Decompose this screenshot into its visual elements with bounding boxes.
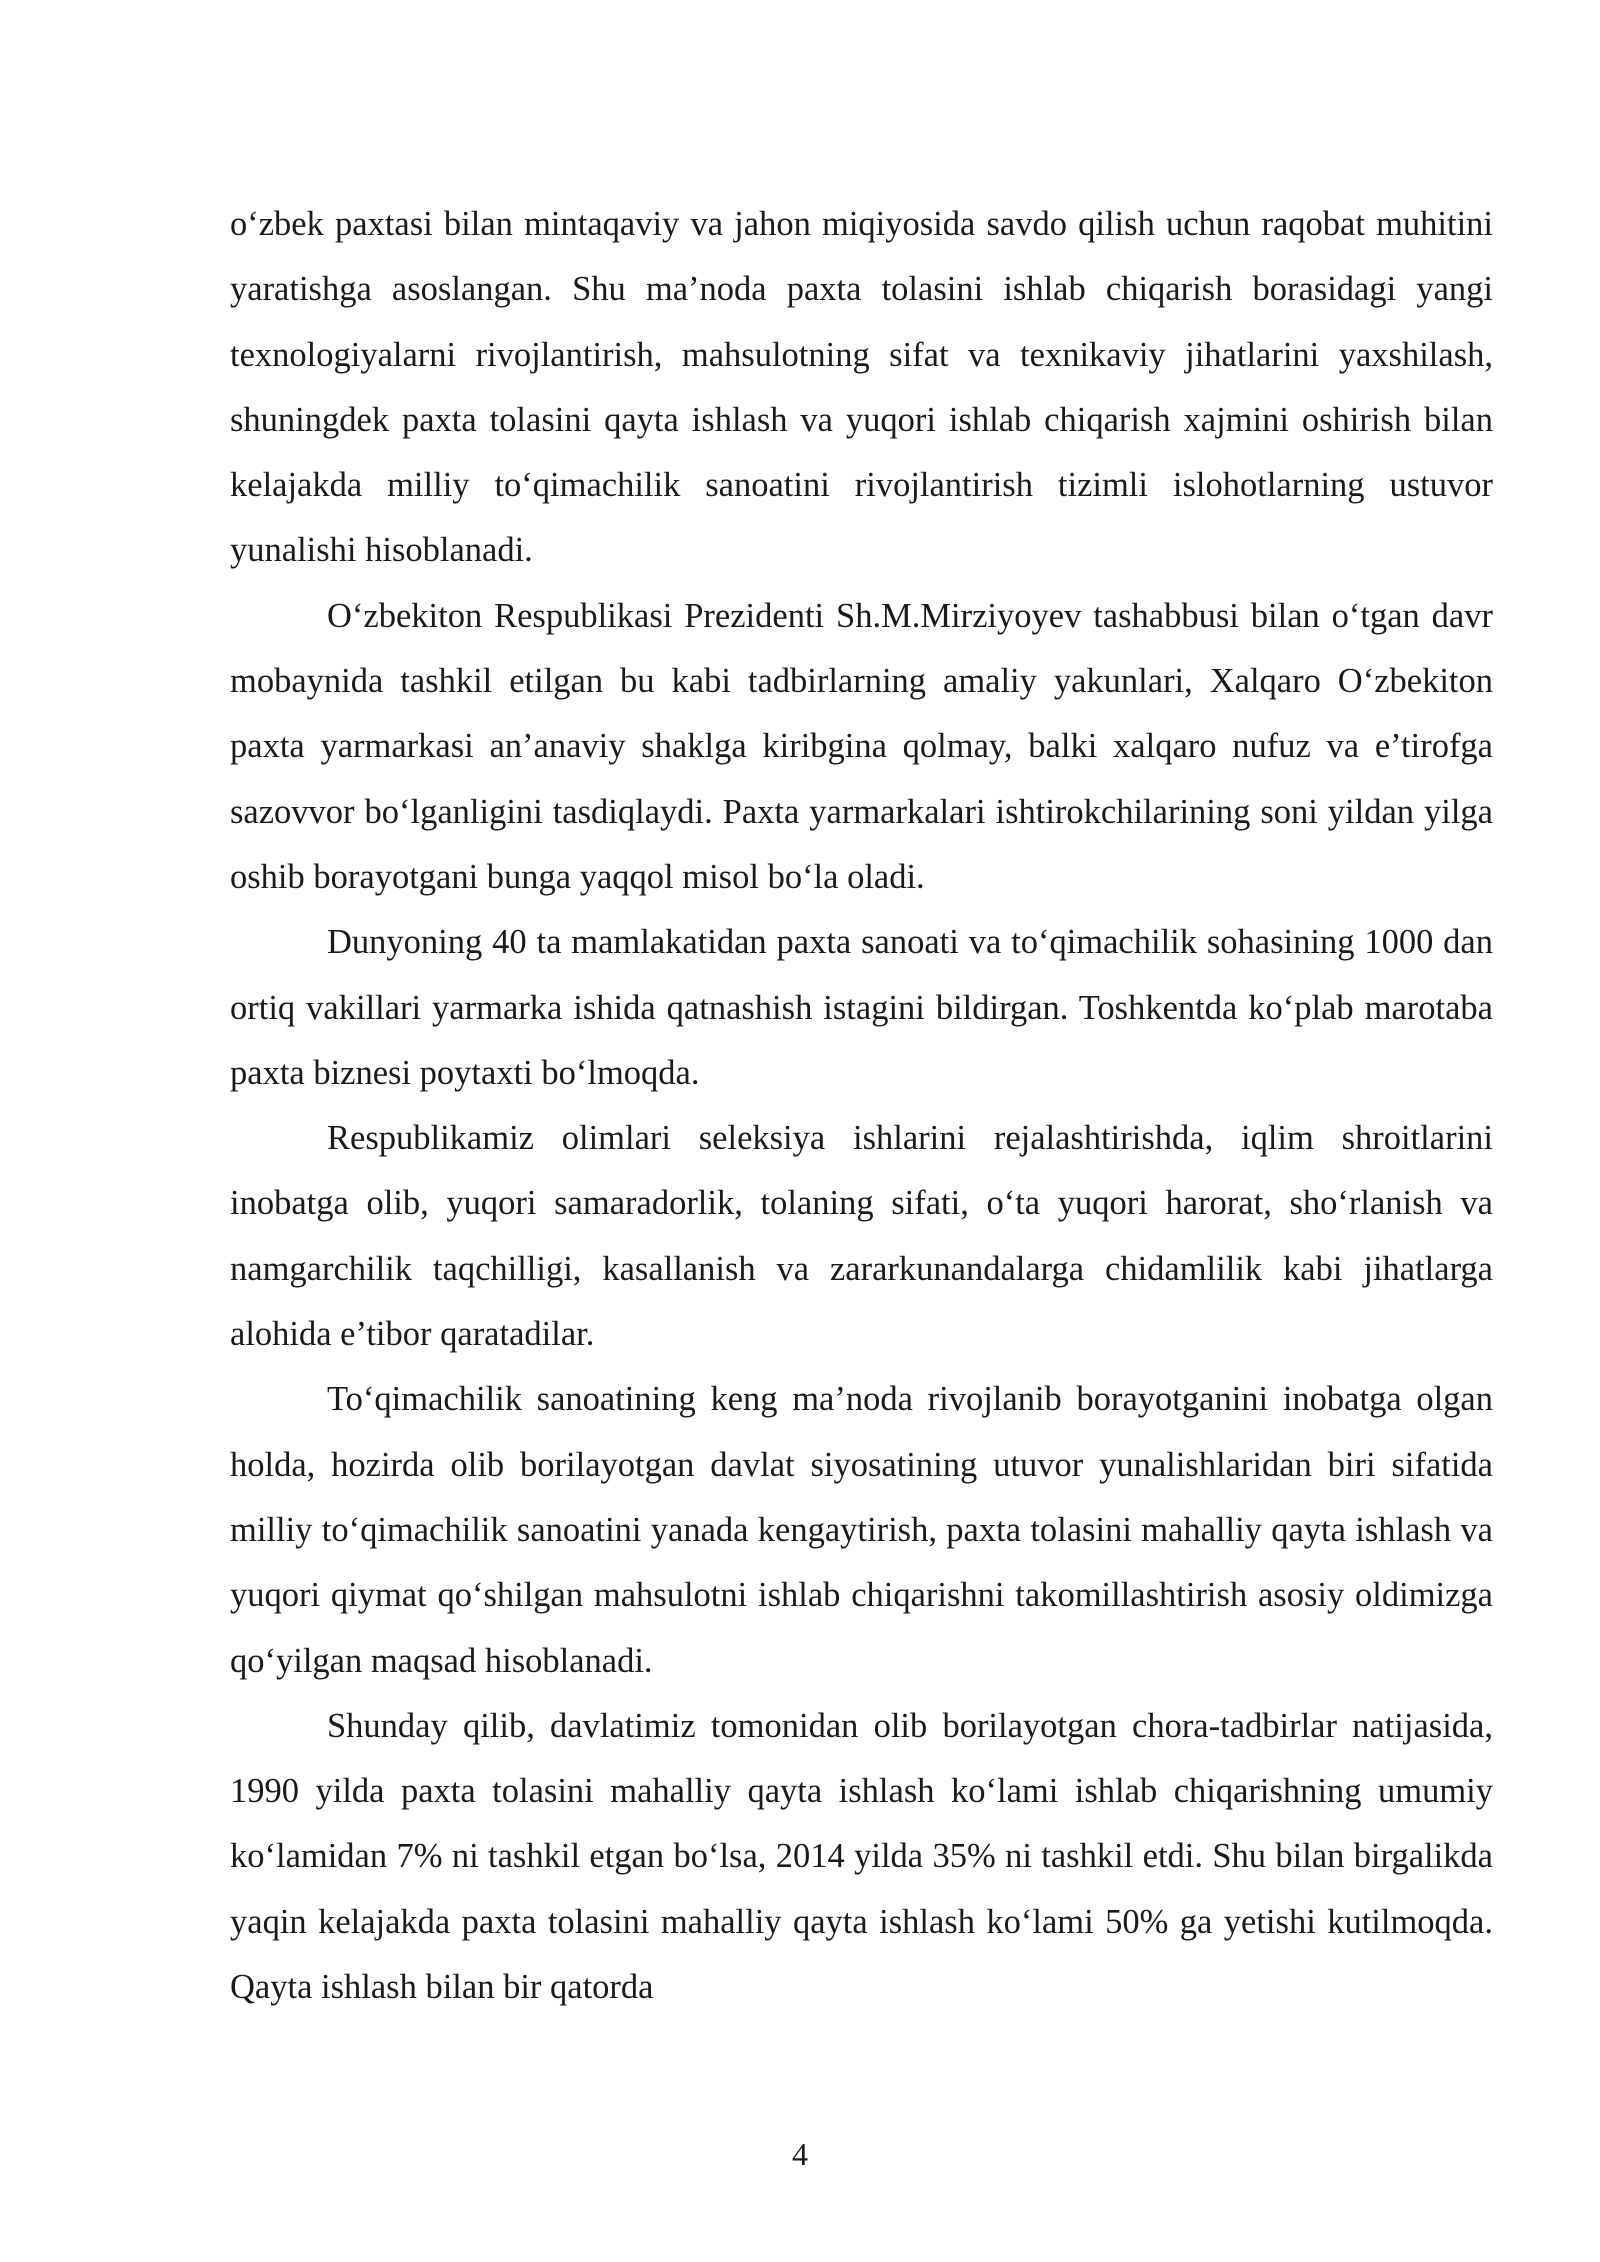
paragraph: Shunday qilib, davlatimiz tomonidan olib borilayotgan chora-tadbirlar natijasida, 1990 yilda paxta tolasini mahalliy qayta ishlash ko‘lami ishlab chiqarishning umumiy ko‘lamidan 7% ni tashkil etgan bo‘lsa, 2014 yilda 35% ni tashkil etdi. Shu bilan birgalikda yaqin kelajakda paxta tolasini mahalliy qayta ishlash ko‘lami 50% ga yetishi kutilmoqda. Qayta ishlash bilan bir qatorda bbox=[230, 1706, 1493, 2007]
paragraph: To‘qimachilik sanoatining keng ma’noda rivojlanib borayotganini inobatga olgan holda, hozirda olib borilayotgan davlat siyosatining utuvor yunalishlaridan biri sifatida milliy to‘qimachilik sanoatini yanada kengaytirish, paxta tolasini mahalliy qayta ishlash va yuqori qiymat qo‘shilgan mahsulotni ishlab chiqarishni takomillashtirish asosiy oldimizga qo‘yilgan maqsad hisoblanadi. bbox=[230, 1380, 1493, 1680]
page-number: 4 bbox=[792, 2136, 808, 2172]
paragraph: O‘zbekiton Respublikasi Prezidenti Sh.M.Mirziyoyev tashabbusi bilan o‘tgan davr mobaynida tashkil etilgan bu kabi tadbirlarning amaliy yakunlari, Xalqaro O‘zbekiton paxta yarmarkasi an’anaviy shaklga kiribgina qolmay, balki xalqaro nufuz va e’tirofga sazovvor bo‘lganligini tasdiqlaydi. Paxta yarmarkalari ishtirokchilarining soni yildan yilga oshib borayotgani bunga yaqqol misol bo‘la oladi. bbox=[230, 596, 1493, 896]
body-text bbox=[230, 192, 1493, 2020]
paragraph: Dunyoning 40 ta mamlakatidan paxta sanoati va to‘qimachilik sohasining 1000 dan ortiq vakillari yarmarka ishida qatnashish istagini bildirgan. Toshkentda ko‘plab marotaba paxta biznesi poytaxti bo‘lmoqda. bbox=[230, 923, 1493, 1092]
paragraph: Respublikamiz olimlari seleksiya ishlarini rejalashtirishda, iqlim shroitlarini inobatga olib, yuqori samaradorlik, tolaning sifati, o‘ta yuqori harorat, sho‘rlanish va namgarchilik taqchilligi, kasallanish va zararkunandalarga chidamlilik kabi jihatlarga alohida e’tibor qaratadilar. bbox=[230, 1119, 1493, 1354]
paragraph: o‘zbek paxtasi bilan mintaqaviy va jahon miqiyosida savdo qilish uchun raqobat muhitini yaratishga asoslangan. Shu ma’noda paxta tolasini ishlab chiqarish borasidagi yangi texnologiyalarni rivojlantirish, mahsulotning sifat va texnikaviy jihatlarini yaxshilash, shuningdek paxta tolasini qayta ishlash va yuqori ishlab chiqarish xajmini oshirish bilan kelajakda milliy to‘qimachilik sanoatini rivojlantirish tizimli islohotlarning ustuvor yunalishi hisoblanadi. bbox=[230, 205, 1493, 570]
